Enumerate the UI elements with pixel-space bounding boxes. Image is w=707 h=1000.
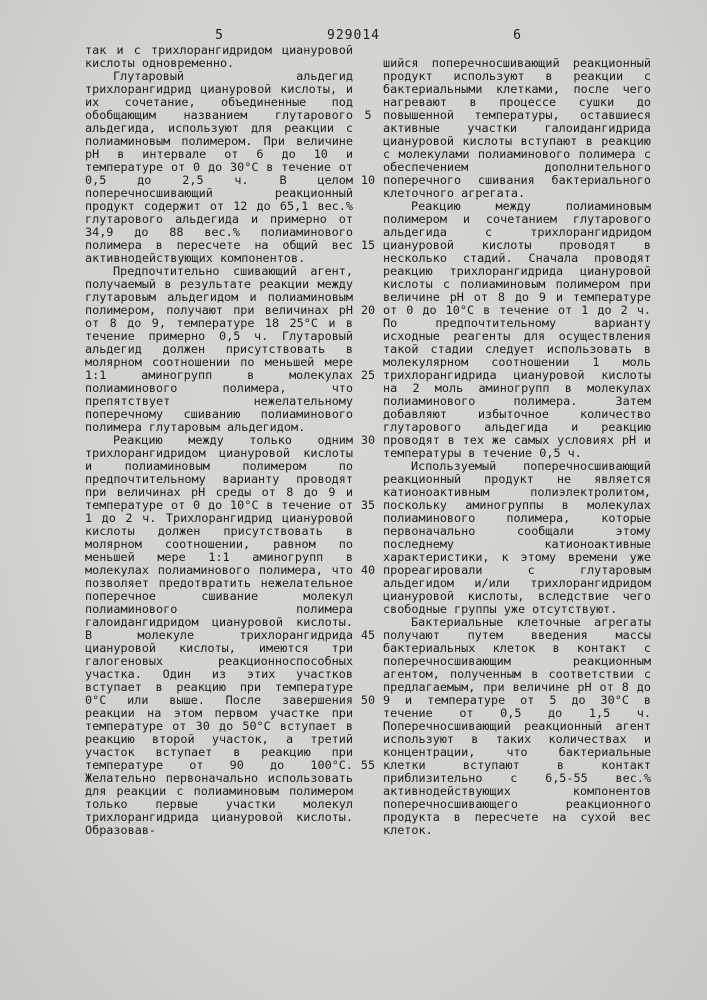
paragraph: так и с трихлорангидридом циануровой кислоты одновременно.: [85, 43, 353, 70]
line-number: 50: [360, 693, 376, 707]
line-number: 5: [364, 108, 372, 122]
paragraph: Предпочтительно сшивающий агент, получаемый в результате реакции между глутаровым альдегидом и полиаминовым полимером, получают при величинах рН от 8 до 9, температуре 18 25°С и в течение примерно 0,5 ч. Глутаровый альдегид должен присутствовать в молярном соотношении по меньшей мере 1:1 аминогрупп в молекулах полиаминового полимера, что препятствует нежелательному поперечному сшиванию полиаминового полимера глутаровым альдегидом.: [85, 264, 353, 434]
text-columns: [85, 44, 651, 837]
left-column-page-number: 5: [215, 28, 223, 43]
right-text-column: [383, 44, 651, 837]
line-number: 25: [360, 368, 376, 382]
line-number-gutter: [353, 44, 383, 837]
paragraph: Глутаровый альдегид трихлорангидрид циануровой кислоты, и их сочетание, объединенные под обобщающим названием глутарового альдегида, используют для реакции с полиаминовым полимером. При величине рН в интервале от 6 до 10 и температуре от 0 до 30°С в течение от 0,5 до 2,5 ч. В целом поперечносшивающий реакционный продукт содержит от 12 до 65,1 вес.% глутарового альдегида и примерно от 34,9 до 88 вес.% полиаминового полимера в пересчете на общий вес активнодействующих компонентов.: [85, 69, 353, 265]
line-number: 15: [360, 238, 376, 252]
paragraph: Бактериальные клеточные агрегаты получают путем введения массы бактериальных клеток в контакт с поперечносшивающим реакционным агентом, полученным в соответствии с предлагаемым, при величине рН от 8 до 9 и температуре от 5 до 30°С в течение от 0,5 до 1,5 ч. Поперечносшивающий реакционный агент используют в таких количествах и концентрации, что бактериальные клетки вступают в контакт приблизительно с 6,5-55 вес.% активнодействующих компонентов поперечносшивающего реакционного продукта в пересчете на сухой вес клеток.: [383, 615, 651, 837]
line-number: 30: [360, 433, 376, 447]
paragraph: шийся поперечносшивающий реакционный продукт используют в реакции с бактериальными клетками, после чего нагревают в процессе сушки до повышенной температуры, оставшиеся активные участки галоидангидрида циануровой кислоты вступают в реакцию с молекулами полиаминового полимера с обеспечением дополнительного поперечного сшивания бактериального клеточного агрегата.: [383, 56, 651, 200]
paragraph: Реакцию между полиаминовым полимером и сочетанием глутарового альдегида с трихлорангидридом циануровой кислоты проводят в несколько стадий. Сначала проводят реакцию трихлорангидрида циануровой кислоты с полиаминовым полимером при величине рН от 8 до 9 и температуре от 0 до 10°С в течение от 1 до 2 ч. По предпочтительному варианту исходные реагенты для осуществления такой стадии следует использовать в молекулярном соотношении 1 моль трихлорангидрида циануровой кислоты на 2 моль аминогрупп в молекулах полиаминового полимера. Затем добавляют избыточное количество глутарового альдегида и реакцию проводят в тех же самых условиях рН и температуры в течение 0,5 ч.: [383, 199, 651, 460]
line-number: 40: [360, 563, 376, 577]
left-text-column: [85, 44, 353, 837]
patent-number: 929014: [327, 28, 380, 43]
line-number: 45: [360, 628, 376, 642]
line-number: 35: [360, 498, 376, 512]
paragraph: Используемый поперечносшивающий реакционный продукт не является катионоактивным полиэлектролитом, поскольку аминогруппы в молекулах полиаминового полимера, которые первоначально сообщали этому последнему катионоактивные характеристики, к этому времени уже прореагировали с глутаровым альдегидом и/или трихлорангидридом циануровой кислоты, вследствие чего свободные группы уже отсутствуют.: [383, 459, 651, 616]
paragraph: Реакцию между только одним трихлорангидридом циануровой кислоты и полиаминовым полимером по предпочтительному варианту проводят при величинах рН среды от 8 до 9 и температуре от 0 до 10°С в течение от 1 до 2 ч. Трихлорангидрид циануровой кислоты должен присутствовать в молярном соотношении, равном по меньшей мере 1:1 аминогрупп в молекулах полиаминового полимера, что позволяет предотвратить нежелательное поперечное сшивание молекул полиаминового полимера галоидангидридом циануровой кислоты. В молекуле трихлорангидрида циануровой кислоты, имеются три галогеновых реакционноспособных участка. Один из этих участков вступает в реакцию при температуре 0°С или выше. После завершения реакции на этом первом участке при температуре от 30 до 50°С вступает в реакцию второй участок, а третий участок вступает в реакцию при температуре от 90 до 100°С. Желательно первоначально использовать для реакции с полиаминовым полимером только первые участки молекул трихлорангидрида циануровой кислоты. Образовав-: [85, 433, 353, 837]
line-number: 10: [360, 173, 376, 187]
line-number: 20: [360, 303, 376, 317]
line-number: 55: [360, 758, 376, 772]
right-column-page-number: 6: [513, 28, 521, 43]
